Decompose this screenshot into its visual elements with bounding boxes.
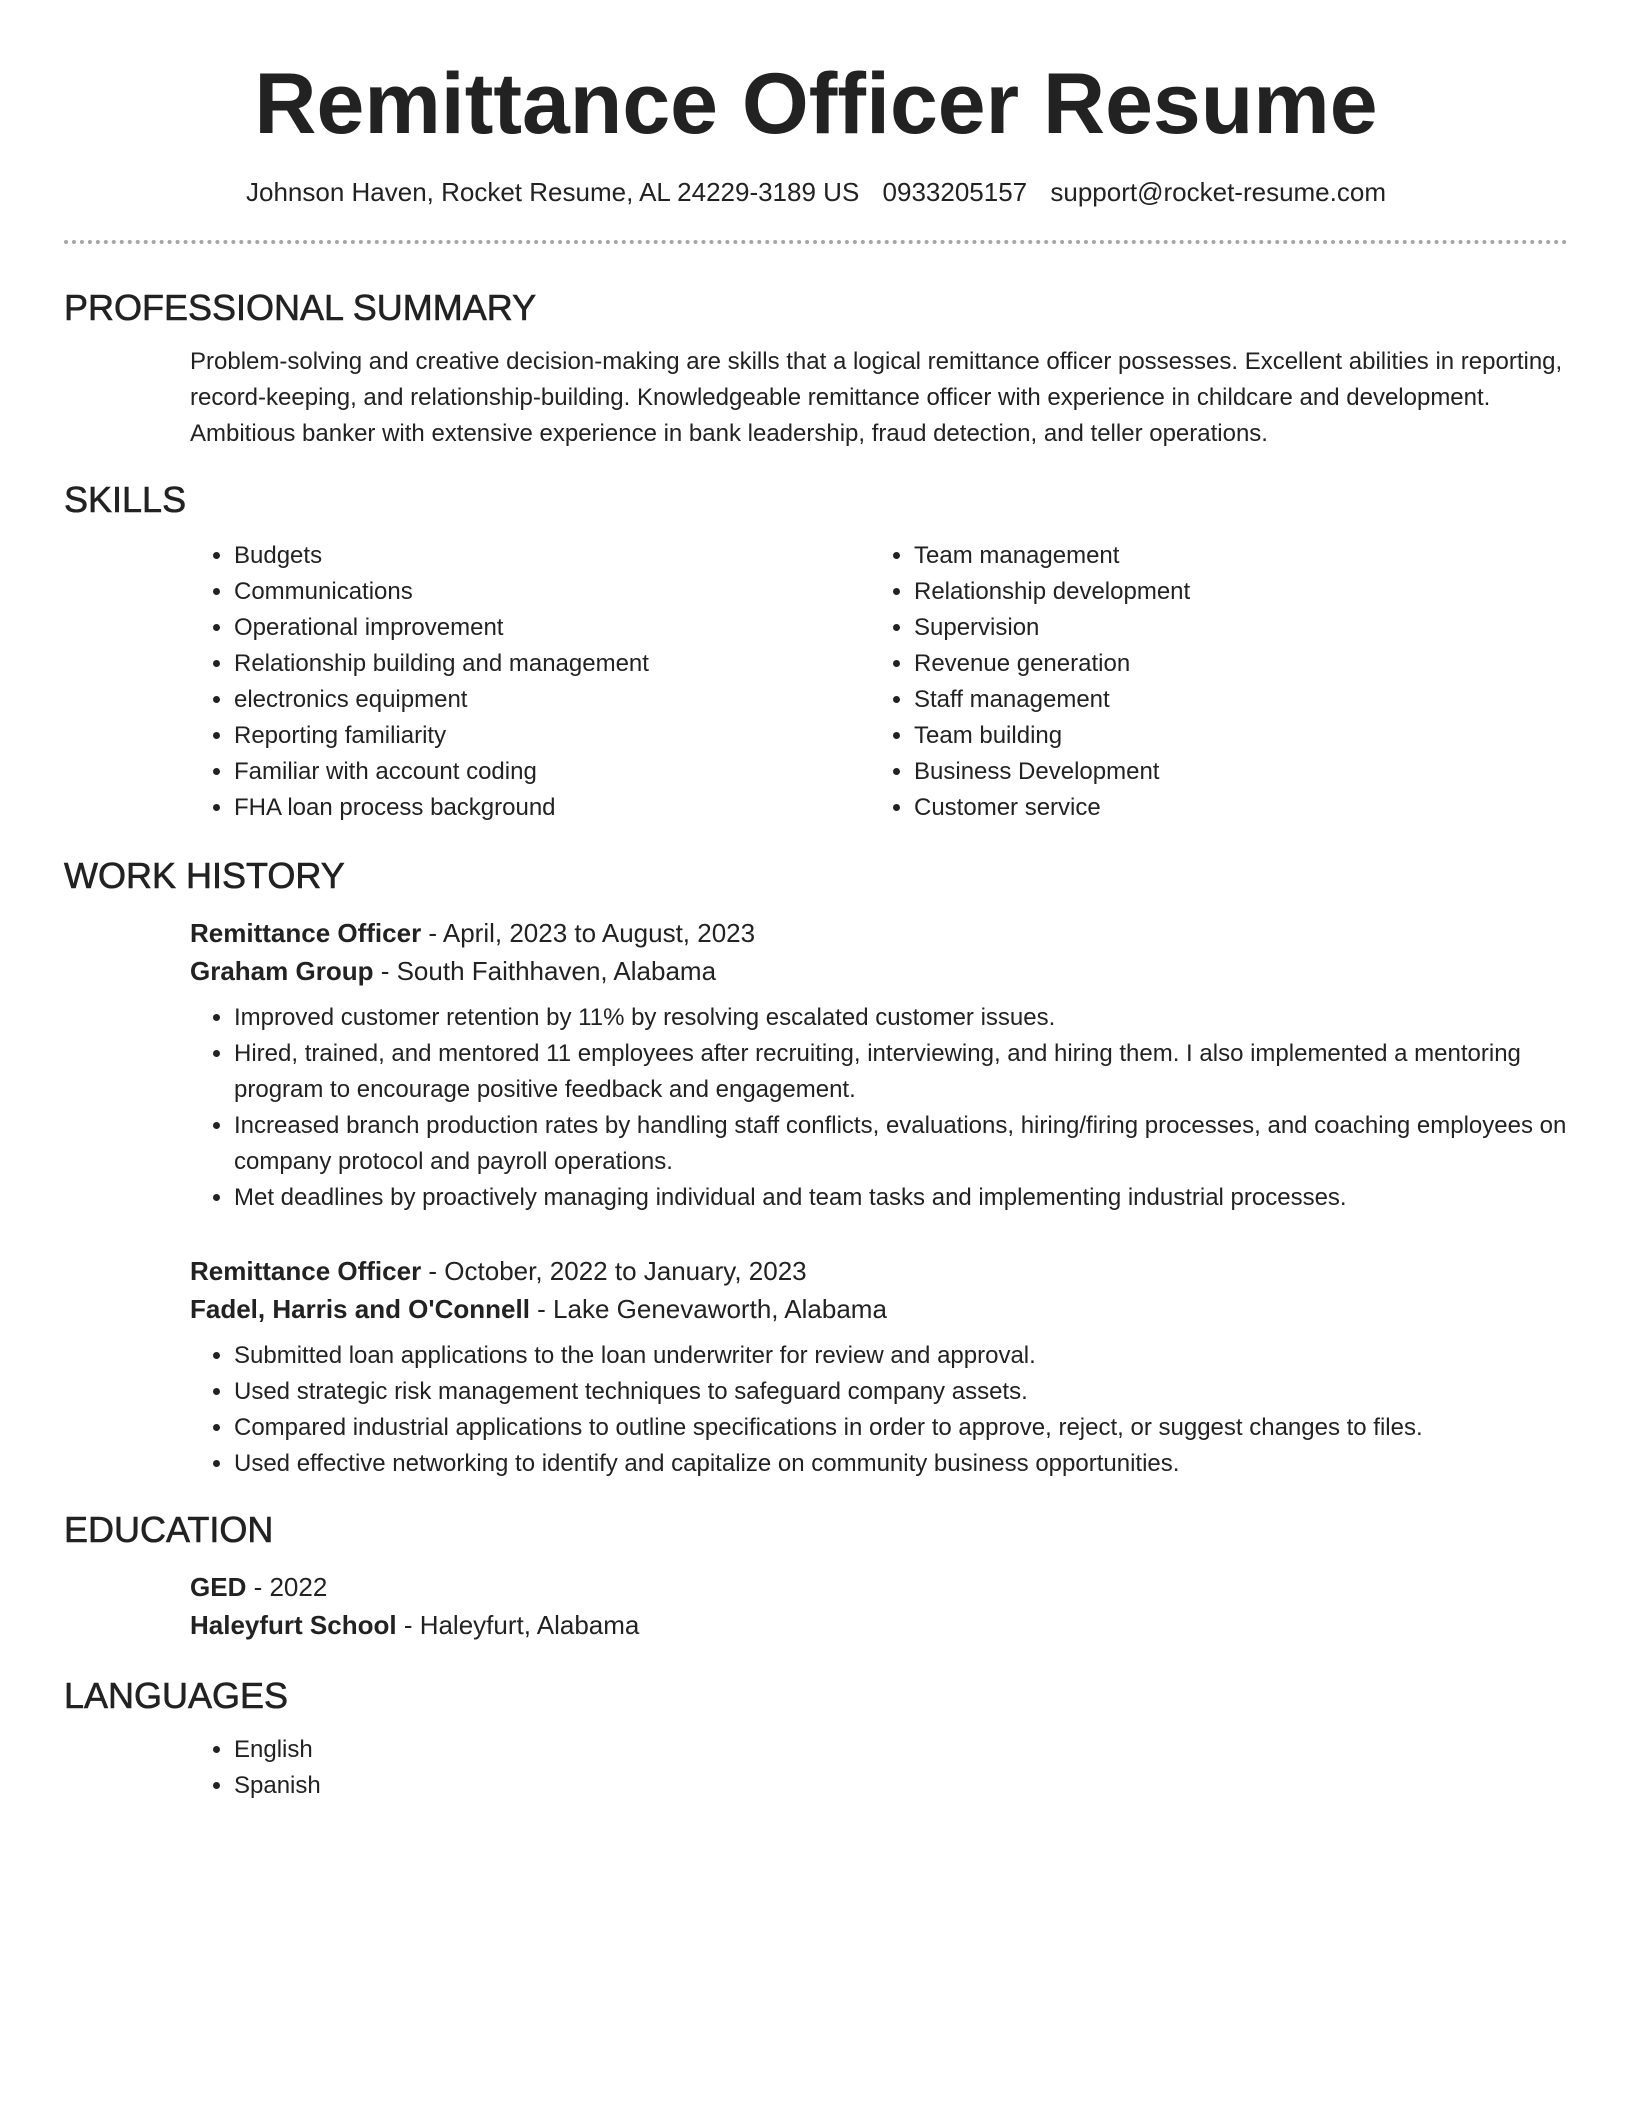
- skill-item: • Communications: [234, 574, 870, 610]
- skill-item: • Revenue generation: [914, 646, 1550, 682]
- skill-item: • Business Development: [914, 754, 1550, 790]
- education-degree: GED: [190, 1572, 247, 1602]
- language-item: • English: [234, 1732, 1568, 1768]
- skill-item: • FHA loan process background: [234, 790, 870, 826]
- summary-section: [64, 286, 1568, 452]
- contact-line: [64, 174, 1568, 210]
- skills-grid: [190, 538, 1568, 826]
- job-company-line: [190, 1290, 1568, 1328]
- page-title: Remittance Officer Resume: [254, 56, 1378, 152]
- job-entry: [190, 914, 1568, 1216]
- contact-address: Johnson Haven, Rocket Resume, AL 24229-3189 US: [245, 177, 860, 207]
- job-company: Graham Group: [190, 956, 374, 986]
- job-location: - South Faithhaven, Alabama: [373, 956, 717, 986]
- job-bullets: [190, 1338, 1568, 1482]
- job-bullet: • Submitted loan applications to the loan underwriter for review and approval.: [234, 1338, 1568, 1374]
- job-entry: [190, 1252, 1568, 1482]
- education-school-line: [190, 1606, 1568, 1644]
- skills-list-right: [870, 538, 1550, 826]
- education-year: - 2022: [246, 1572, 328, 1602]
- summary-text: Problem-solving and creative decision-making are skills that a logical remittance officer possesses. Excellent abilities in reporting, record-keeping, and relationship-building. Knowledgeable remittance officer with experience in childcare and development. Ambitious banker with extensive experience in bank leadership, fraud detection, and teller operations.: [190, 348, 1563, 447]
- education-degree-line: [190, 1568, 1568, 1606]
- job-title-line: [190, 914, 1568, 952]
- languages-heading: LANGUAGES: [64, 1675, 289, 1716]
- skill-item: • Reporting familiarity: [234, 718, 870, 754]
- languages-section: [64, 1674, 1568, 1804]
- languages-body: [190, 1732, 1568, 1804]
- job-title: Remittance Officer: [190, 918, 422, 948]
- skill-item: • Operational improvement: [234, 610, 870, 646]
- skill-item: • Customer service: [914, 790, 1550, 826]
- skill-item: • Team building: [914, 718, 1550, 754]
- work-heading: WORK HISTORY: [64, 855, 345, 896]
- skills-column-right: [870, 538, 1550, 826]
- job-bullet: • Used effective networking to identify and capitalize on community business opportunities.: [234, 1446, 1568, 1482]
- job-bullet: • Used strategic risk management techniques to safeguard company assets.: [234, 1374, 1568, 1410]
- job-bullets: [190, 1000, 1568, 1216]
- skill-item: • Familiar with account coding: [234, 754, 870, 790]
- contact-phone: 0933205157: [882, 177, 1028, 207]
- header-divider: [64, 240, 1568, 244]
- skill-item: • Relationship building and management: [234, 646, 870, 682]
- skills-section: [64, 478, 1568, 826]
- job-location: - Lake Genevaworth, Alabama: [529, 1294, 887, 1324]
- skill-item: • Team management: [914, 538, 1550, 574]
- skill-item: • Budgets: [234, 538, 870, 574]
- education-heading: EDUCATION: [64, 1509, 274, 1550]
- skills-column-left: [190, 538, 870, 826]
- job-bullet: • Improved customer retention by 11% by resolving escalated customer issues.: [234, 1000, 1568, 1036]
- education-body: [190, 1568, 1568, 1644]
- education-location: - Haleyfurt, Alabama: [396, 1610, 640, 1640]
- job-company: Fadel, Harris and O'Connell: [190, 1294, 530, 1324]
- skills-heading: SKILLS: [64, 479, 187, 520]
- summary-heading: PROFESSIONAL SUMMARY: [64, 287, 537, 328]
- work-body: [190, 914, 1568, 1482]
- job-dates: - October, 2022 to January, 2023: [421, 1256, 807, 1286]
- job-company-line: [190, 952, 1568, 990]
- work-section: [64, 854, 1568, 1482]
- language-item: • Spanish: [234, 1768, 1568, 1804]
- skill-item: • electronics equipment: [234, 682, 870, 718]
- skills-list-left: [190, 538, 870, 826]
- job-bullet: • Increased branch production rates by handling staff conflicts, evaluations, hiring/firing processes, and coaching employees on company protocol and payroll operations.: [234, 1108, 1568, 1180]
- job-title: Remittance Officer: [190, 1256, 422, 1286]
- job-title-line: [190, 1252, 1568, 1290]
- skill-item: • Supervision: [914, 610, 1550, 646]
- education-section: [64, 1508, 1568, 1644]
- contact-email: support@rocket-resume.com: [1050, 177, 1386, 207]
- skill-item: • Relationship development: [914, 574, 1550, 610]
- languages-list: [190, 1732, 1568, 1804]
- skill-item: • Staff management: [914, 682, 1550, 718]
- job-bullet: • Hired, trained, and mentored 11 employees after recruiting, interviewing, and hiring them. I also implemented a mentoring program to encourage positive feedback and engagement.: [234, 1036, 1568, 1108]
- summary-body: [190, 344, 1568, 452]
- job-dates: - April, 2023 to August, 2023: [421, 918, 756, 948]
- job-bullet: • Met deadlines by proactively managing individual and team tasks and implementing industrial processes.: [234, 1180, 1568, 1216]
- education-school: Haleyfurt School: [190, 1610, 397, 1640]
- job-bullet: • Compared industrial applications to outline specifications in order to approve, reject, or suggest changes to files.: [234, 1410, 1568, 1446]
